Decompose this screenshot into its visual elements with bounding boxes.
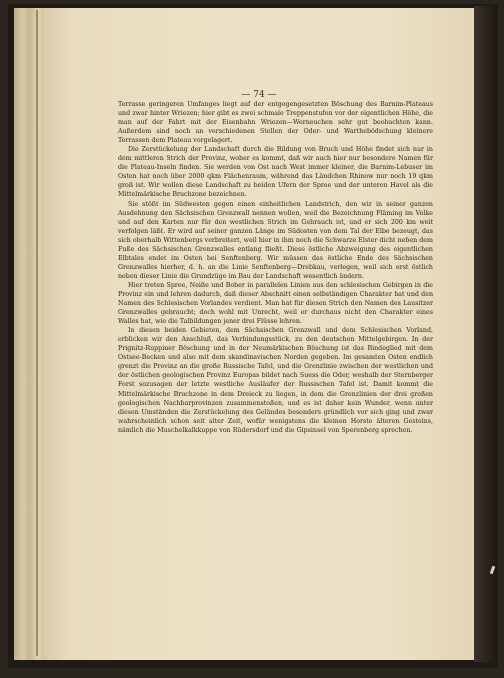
- paragraph: Sie stößt im Südwesten gegen einen einheitlichen Landstrich, den wir in seiner ganzen Ausdehnung den Sächsischen Grenzwall nennen wollen, weil die Bezeichnung Fläming im Volke und auf den Karten nur für den westlichen Strich im Gebrauch ist, und er sich 200 km weit verfolgen läßt. Er wird auf seiner ganzen Länge im Südosten von dem Tal der Elbe bezeugt, das sich oberhalb Wittenbergs verbreitert, weil hier in ihm noch die Schwarze Elster dicht neben dem Fuße des Sächsischen Grenzwalles entlang fließt. Diese östliche Abzweigung des eigentlichen Elbtales endet im Osten bei Senftenberg. Wir müssen das östliche Ende des Sächsischen Grenzwalles hierher, d. h. an die Linie Senftenberg—Drebkau, verlegen, weil sich erst östlich neben dieser Linie die Grundzüge im Bau der Landschaft wesentlich ändern.: [118, 200, 433, 280]
- paragraph: Die Zerstückelung der Landschaft durch die Bildung von Bruch und Höhe findet sich nur in dem mittleren Strich der Provinz, woher es kommt, daß wir auch hier nur besondere Namen für die Plateau-Inseln finden. Sie werden von Ost nach West immer kleiner, die Barnim-Lebuser im Osten hat noch über 2000 qkm Flächenraum, während das Ländchen Rhinow nur noch 19 qkm groß ist. Wir wollen diese Landschaft zu beiden Ufern der Spree und der unteren Havel als die Mittelmärkische Bruchzone bezeichnen.: [118, 146, 433, 199]
- paragraph: Hier treten Spree, Neiße und Bober in parallelen Linien aus den schlesischen Gebirgen in die Provinz ein und lehren dadurch, daß dieser Abschnitt einen selbständigen Charakter hat und den Namen des Schlesischen Vorlandes verdient. Man hat für diesen Strich den Namen des Lausitzer Grenzwalles gebraucht; doch wohl mit Unrecht, weil er durchaus nicht den Charakter eines Walles hat, wie die Talbildungen jener drei Flüsse lehren.: [118, 281, 433, 326]
- gutter-line: [36, 10, 38, 656]
- page-stack-edge: [14, 8, 48, 660]
- paragraph: Terrasse geringeren Umfanges liegt auf der entgegengesetzten Böschung des Barnim-Plateaus und zwar hinter Wriezen; hier gibt es zwei schmale Treppenstufen vor der eigentlichen Höhe, die man auf der Fahrt mit der Eisenbahn Wriezen—Werneuchen sehr gut beobachten kann. Außerdem sind noch an verschiedenen Stellen der Oder- und Warthebödschung kleinere Terrassen dem Plateau vorgelagert.: [118, 101, 433, 145]
- right-page-shadow: [474, 6, 498, 662]
- page-number: — 74 —: [241, 90, 277, 100]
- paragraph: In diesen beiden Gebieten, dem Sächsischen Grenzwall und dem Schlesischen Vorland, erblicken wir den Anschluß, das Verbindungsstück, zu den deutschen Mittelgebirgen. In der Prignitz-Ruppiner Böschung und in der Neumärkischen Böschung ist das Bindeglied mit dem Ostsee-Becken und also mit dem skandinavischen Norden gegeben. Im gesamten Osten endlich grenzt die Provinz an die große Russische Tafel, und die Grenzlinie zwischen der westlichen und der östlichen geologischen Provinz Europas bildet nach Suess die Oder, weshalb der Sternberger Forst sozusagen der letzte westliche Ausläufer der Russischen Tafel ist. Damit kommt die Mittelmärkische Bruchzone in dem Dreieck zu liegen, in dem die Grenzlinien der drei großen geologischen Nachbarprovinzen zusammenstoßen, und es ist daher kein Wunder, wenn unter diesen Umständen die Zerstückelung des Geländes besonders gründlich vor sich ging und zwar wahrscheinlich schon seit alter Zeit, wofür wenigstens die kleinen Horste älteren Gesteins, nämlich die Muschelkalkkuppe von Rüdersdorf und die Gipsinsel von Sperenberg sprechen.: [118, 327, 433, 434]
- body-text: [118, 100, 433, 435]
